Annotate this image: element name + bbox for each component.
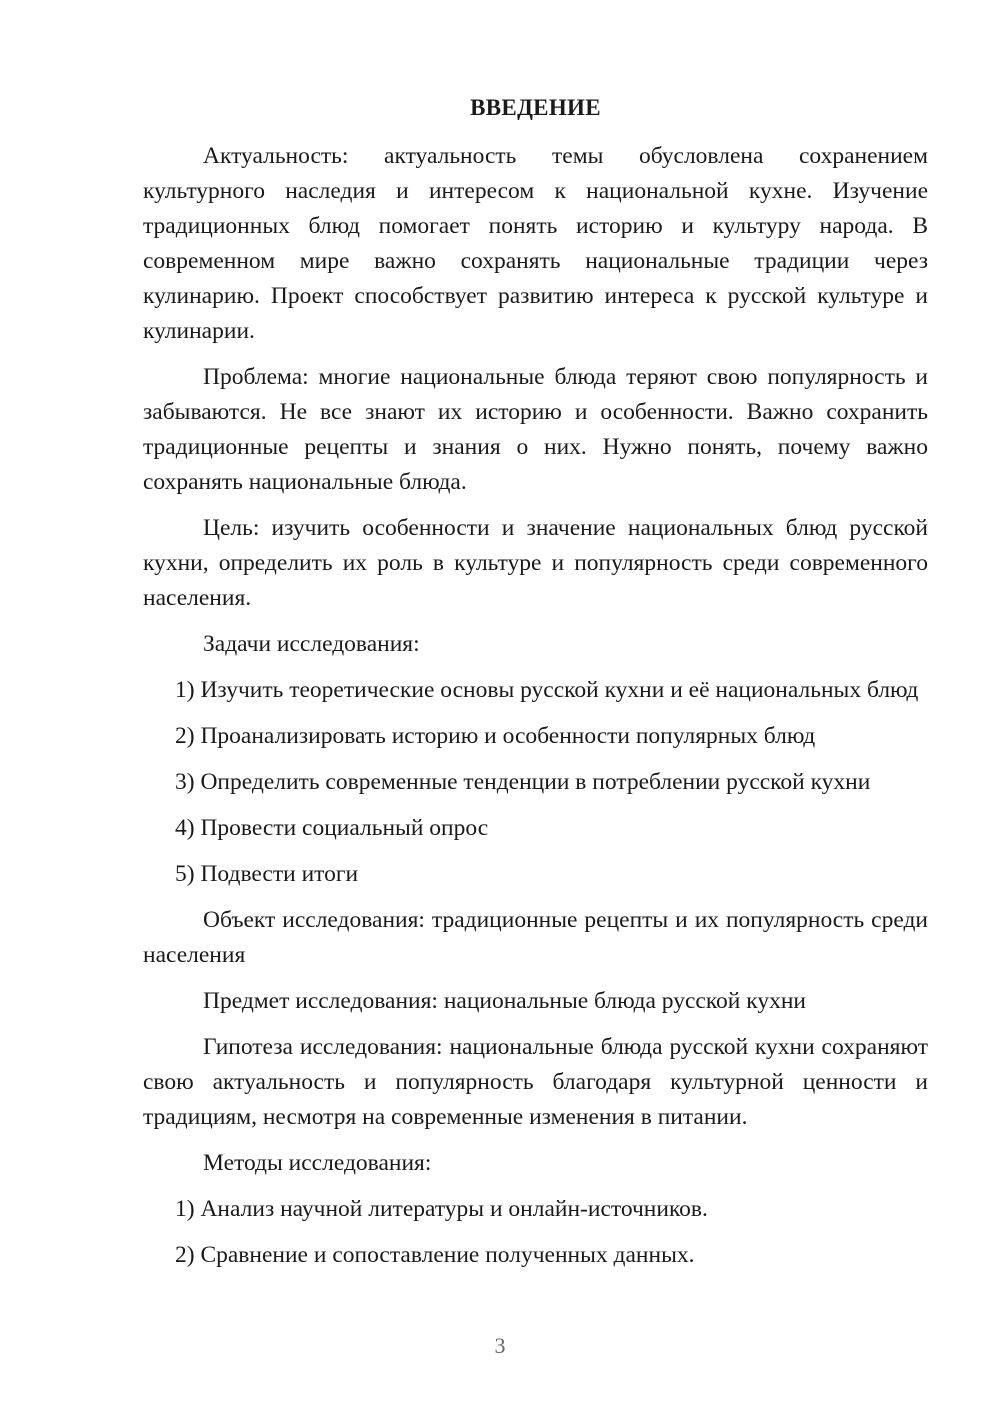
tasks-label: Задачи исследования: [203,631,420,657]
task-item: 2) Проанализировать историю и особенности популярных блюд [175,723,816,749]
task-item: 1) Изучить теоретические основы русской кухни и её национальных блюд [175,677,919,703]
task-item: 3) Определить современные тенденции в потреблении русской кухни [175,769,871,795]
page-number: 3 [494,1333,506,1358]
relevance-paragraph: Актуальность: актуальность темы обусловлена сохранением культурного наследия и интересом к национальной кухне. Изучение традиционных блюд помогает понять историю и культуру народа. В современном мире важно сохранять национальные традиции через кулинарию. Проект способствует развитию интереса к русской культуре и кулинарии. [143,143,928,344]
method-item: 2) Сравнение и сопоставление полученных данных. [175,1242,695,1268]
task-item: 4) Провести социальный опрос [175,815,489,841]
methods-label: Методы исследования: [203,1150,432,1176]
method-item: 1) Анализ научной литературы и онлайн-источников. [175,1196,708,1222]
page-content [143,90,928,1284]
task-item: 5) Подвести итоги [175,861,359,887]
section-heading: ВВЕДЕНИЕ [470,95,601,120]
hypothesis-paragraph: Гипотеза исследования: национальные блюда русской кухни сохраняют свою актуальность и популярность благодаря культурной ценности и традициям, несмотря на современные изменения в питании. [143,1034,928,1130]
goal-paragraph: Цель: изучить особенности и значение национальных блюд русской кухни, определить их роль в культуре и популярность среди современного населения. [143,515,928,611]
problem-paragraph: Проблема: многие национальные блюда теряют свою популярность и забываются. Не все знают их историю и особенности. Важно сохранить традиционные рецепты и знания о них. Нужно понять, почему важно сохранять национальные блюда. [143,364,928,495]
subject-paragraph: Предмет исследования: национальные блюда русской кухни [203,988,806,1014]
object-paragraph: Объект исследования: традиционные рецепты и их популярность среди населения [143,907,928,968]
